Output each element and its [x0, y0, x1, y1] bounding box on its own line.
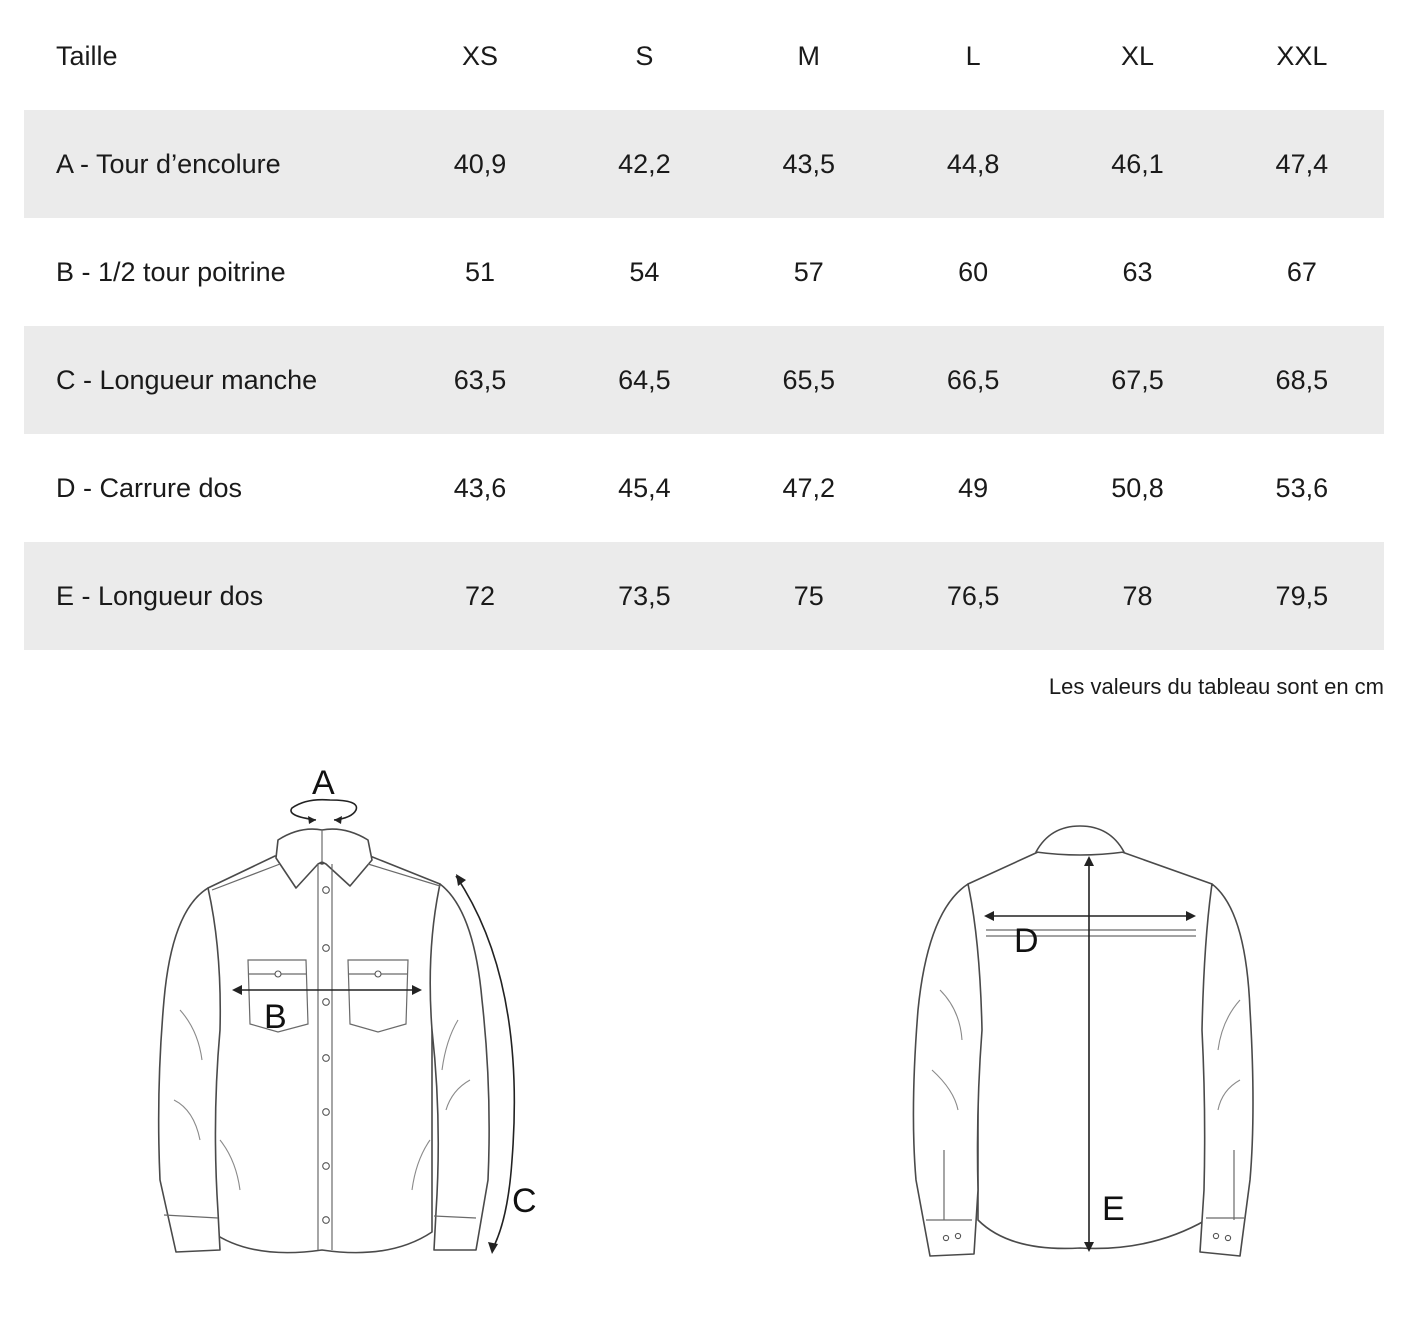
table-cell: 63,5 — [453, 364, 507, 395]
table-cell: 53,6 — [1275, 472, 1329, 503]
table-cell: 66,5 — [946, 364, 1000, 395]
table-cell: 46,1 — [1111, 148, 1164, 179]
table-cell: 54 — [629, 256, 660, 287]
marker-c: C — [512, 1182, 537, 1220]
measure-a-arrow — [291, 800, 356, 820]
table-cell: 65,5 — [782, 364, 836, 395]
table-cell: 40,9 — [453, 148, 507, 179]
shirt-front-body — [199, 856, 447, 1253]
row-label: B - 1/2 tour poitrine — [56, 256, 286, 287]
size-header-xl: XL — [1120, 40, 1154, 71]
size-header-label: Taille — [56, 40, 118, 71]
size-table — [24, 2, 1384, 650]
table-cell: 63 — [1122, 256, 1153, 287]
table-cell: 64,5 — [618, 364, 671, 395]
table-cell: 79,5 — [1275, 580, 1329, 611]
table-cell: 68,5 — [1275, 364, 1329, 395]
table-cell: 43,5 — [782, 148, 836, 179]
table-row — [24, 542, 1384, 650]
size-header-s: S — [635, 40, 654, 71]
table-cell: 60 — [958, 256, 989, 287]
shirt-back-left-sleeve — [913, 884, 982, 1256]
table-cell: 67 — [1286, 256, 1317, 287]
table-cell: 51 — [465, 256, 496, 287]
table-cell: 45,4 — [618, 472, 671, 503]
table-cell: 78 — [1122, 580, 1153, 611]
table-cell: 44,8 — [946, 148, 1000, 179]
table-cell: 47,4 — [1275, 148, 1329, 179]
row-label: A - Tour d’encolure — [56, 148, 281, 179]
table-cell: 76,5 — [946, 580, 1000, 611]
table-cell: 50,8 — [1111, 472, 1164, 503]
marker-e: E — [1102, 1190, 1125, 1228]
table-header-row — [24, 2, 1384, 110]
shirt-back-right-sleeve — [1200, 884, 1253, 1256]
table-cell: 49 — [958, 472, 989, 503]
row-label: D - Carrure dos — [56, 472, 243, 503]
table-cell: 72 — [465, 580, 496, 611]
size-header-m: M — [797, 40, 820, 71]
shirt-front-right-sleeve — [430, 884, 489, 1250]
shirt-front-diagram — [140, 760, 560, 1280]
table-cell: 42,2 — [618, 148, 671, 179]
marker-b: B — [264, 998, 287, 1036]
table-row — [24, 110, 1384, 218]
table-cell: 47,2 — [782, 472, 836, 503]
shirt-back-body — [959, 852, 1222, 1248]
unit-note: Les valeurs du tableau sont en cm — [1048, 674, 1384, 699]
table-cell: 43,6 — [453, 472, 507, 503]
table-cell: 57 — [793, 256, 824, 287]
row-label: E - Longueur dos — [56, 580, 264, 611]
size-header-xxl: XXL — [1276, 40, 1328, 71]
table-row — [24, 434, 1384, 542]
shirt-back-diagram — [900, 810, 1260, 1270]
table-cell: 73,5 — [618, 580, 671, 611]
shirt-front-left-sleeve — [159, 888, 221, 1252]
size-header-xs: XS — [462, 40, 499, 71]
size-header-l: L — [965, 40, 981, 71]
row-label: C - Longueur manche — [56, 364, 318, 395]
shirt-back-collar — [1036, 826, 1124, 855]
table-row — [24, 326, 1384, 434]
table-cell: 67,5 — [1111, 364, 1164, 395]
marker-d: D — [1014, 922, 1039, 960]
table-cell: 75 — [793, 580, 824, 611]
marker-a: A — [312, 764, 335, 802]
table-row — [24, 218, 1384, 326]
